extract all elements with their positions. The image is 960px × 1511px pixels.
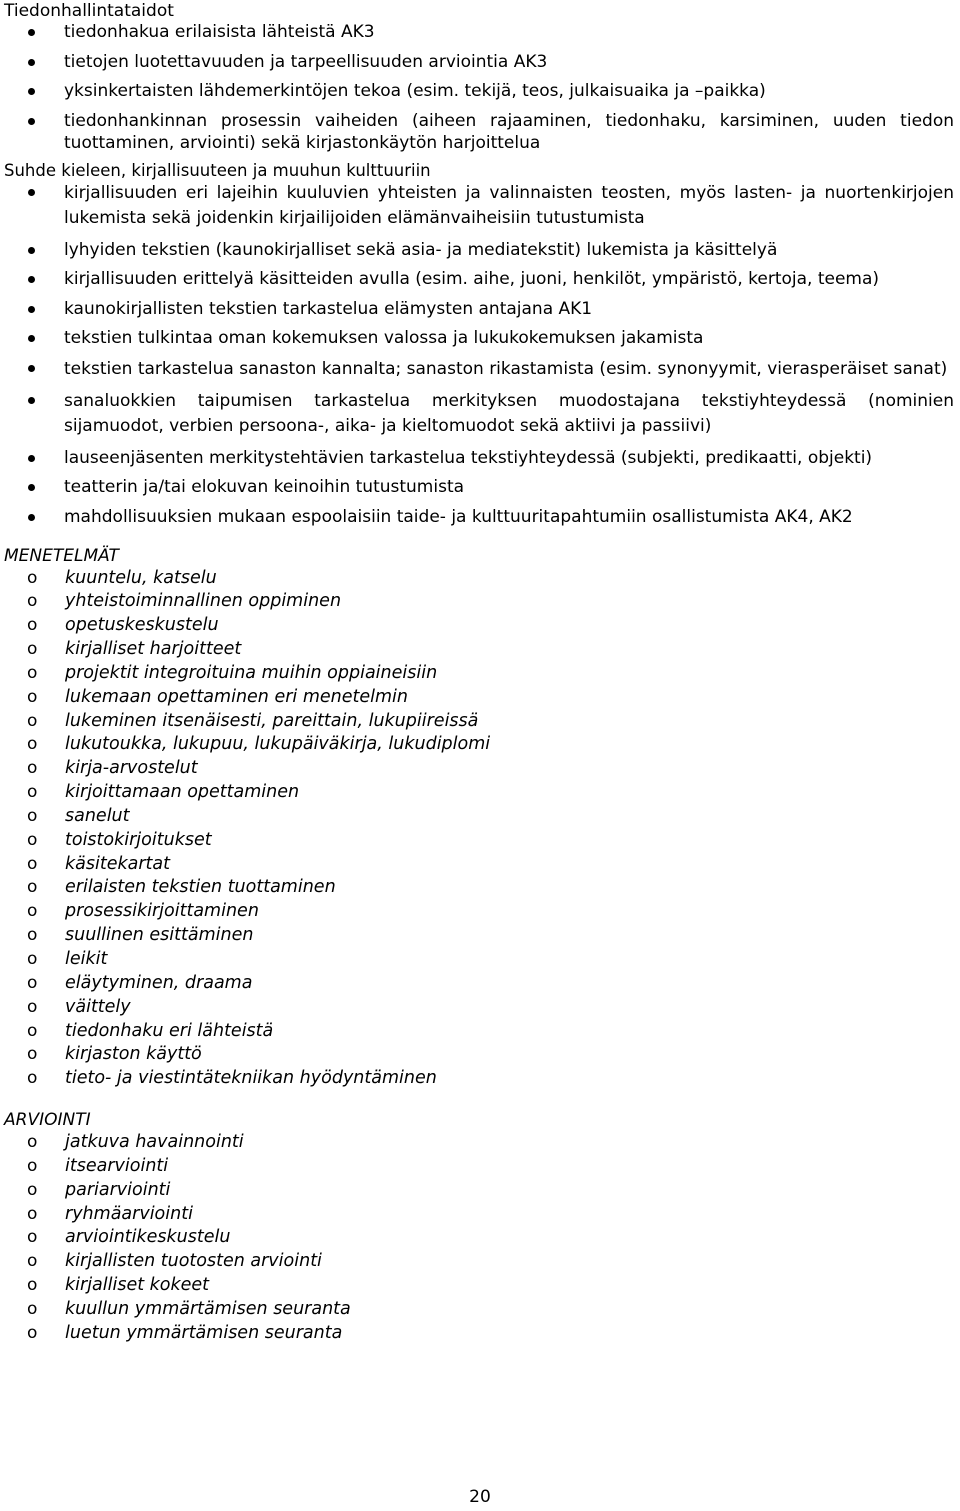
list-item bbox=[4, 733, 954, 757]
list-item-text: väittely bbox=[65, 996, 131, 1017]
list-item bbox=[4, 1043, 954, 1067]
list-item bbox=[4, 239, 954, 261]
list-item-text: tekstien tarkastelua sanaston kannalta; sanaston rikastamista (esim. synonyymit, vierasperäiset sanat) bbox=[64, 358, 948, 379]
list-item-text: kirjalliset harjoitteet bbox=[65, 639, 242, 660]
circle-bullet-icon: o bbox=[27, 567, 38, 588]
list-item bbox=[4, 686, 954, 710]
circle-bullet-icon: o bbox=[27, 615, 38, 636]
list-item-text: itsearviointi bbox=[65, 1155, 169, 1176]
list-item-text: mahdollisuuksien mukaan espoolaisiin taide- ja kulttuuritapahtumiin osallistumista AK4, AK2 bbox=[64, 506, 853, 527]
circle-bullet-icon: o bbox=[27, 853, 38, 874]
list-item bbox=[4, 181, 954, 231]
bullet-icon bbox=[28, 247, 35, 254]
bullet-icon bbox=[28, 118, 35, 125]
circle-bullet-icon: o bbox=[27, 805, 38, 826]
arviointi-list bbox=[4, 1131, 954, 1346]
circle-bullet-icon: o bbox=[27, 1020, 38, 1041]
list-item-text: suullinen esittäminen bbox=[65, 925, 254, 946]
circle-bullet-icon: o bbox=[27, 758, 38, 779]
list-item-text: erilaisten tekstien tuottaminen bbox=[65, 877, 336, 898]
circle-bullet-icon: o bbox=[27, 639, 38, 660]
menetelmat-list bbox=[4, 567, 954, 1092]
circle-bullet-icon: o bbox=[27, 1275, 38, 1296]
list-item-text: kuuntelu, katselu bbox=[65, 567, 217, 588]
circle-bullet-icon: o bbox=[27, 1044, 38, 1065]
list-item-text: pariarviointi bbox=[65, 1179, 171, 1200]
list-item bbox=[4, 638, 954, 662]
bullet-icon bbox=[28, 306, 35, 313]
list-item-text: opetuskeskustelu bbox=[65, 615, 219, 636]
list-item bbox=[4, 1020, 954, 1044]
list-item-text: kirjaston käyttö bbox=[65, 1044, 202, 1065]
bullet-icon bbox=[28, 484, 35, 491]
list-item bbox=[4, 972, 954, 996]
list-item-text: jatkuva havainnointi bbox=[65, 1132, 244, 1153]
circle-bullet-icon: o bbox=[27, 949, 38, 969]
circle-bullet-icon: o bbox=[27, 686, 38, 707]
list-item bbox=[4, 1179, 954, 1203]
circle-bullet-icon: o bbox=[27, 925, 38, 946]
list-item-text: projektit integroituina muihin oppiaineisiin bbox=[65, 662, 438, 683]
section-heading-tiedonhallintataidot: Tiedonhallintataidot bbox=[4, 1, 174, 21]
circle-bullet-icon: o bbox=[27, 662, 38, 683]
list-item bbox=[4, 996, 954, 1020]
list-item-text: tieto- ja viestintätekniikan hyödyntäminen bbox=[65, 1068, 437, 1089]
circle-bullet-icon: o bbox=[27, 996, 38, 1017]
list-item-text: tiedonhakua erilaisista lähteistä AK3 bbox=[64, 22, 375, 42]
list-item-text: kirja-arvostelut bbox=[65, 758, 198, 779]
section-title-arviointi: ARVIOINTI bbox=[4, 1110, 91, 1131]
bullet-icon bbox=[28, 59, 35, 66]
list-item bbox=[4, 662, 954, 686]
list-item bbox=[4, 567, 954, 591]
bullet-icon bbox=[28, 365, 35, 372]
section-heading-suhde-kieleen: Suhde kieleen, kirjallisuuteen ja muuhun kulttuuriin bbox=[4, 161, 431, 180]
circle-bullet-icon: o bbox=[27, 829, 38, 850]
list-item bbox=[4, 21, 954, 43]
list-item-text: kirjallisuuden erittelyä käsitteiden avulla (esim. aihe, juoni, henkilöt, ympäristö, kertoja, teema) bbox=[64, 269, 880, 289]
list-item bbox=[4, 853, 954, 877]
list-item-text: ryhmäarviointi bbox=[65, 1203, 193, 1224]
list-item bbox=[4, 110, 954, 154]
list-item bbox=[4, 268, 954, 290]
circle-bullet-icon: o bbox=[27, 1132, 38, 1153]
circle-bullet-icon: o bbox=[27, 1155, 38, 1176]
list-item bbox=[4, 1250, 954, 1274]
list-item bbox=[4, 781, 954, 805]
list-item-text: leikit bbox=[65, 949, 108, 969]
circle-bullet-icon: o bbox=[27, 1298, 38, 1319]
list-item-text: lauseenjäsenten merkitystehtävien tarkastelua tekstiyhteydessä (subjekti, predikaatti, objekti) bbox=[64, 447, 873, 468]
bullet-icon bbox=[28, 335, 35, 342]
list-item bbox=[4, 51, 954, 73]
list-item bbox=[4, 1203, 954, 1227]
list-item bbox=[4, 506, 954, 528]
circle-bullet-icon: o bbox=[27, 1251, 38, 1272]
list-item-text: toistokirjoitukset bbox=[65, 829, 212, 850]
list-item bbox=[4, 1226, 954, 1250]
circle-bullet-icon: o bbox=[27, 734, 38, 755]
list-item bbox=[4, 876, 954, 900]
page-number: 20 bbox=[469, 1487, 491, 1507]
list-item-text: tekstien tulkintaa oman kokemuksen valossa ja lukukokemuksen jakamista bbox=[64, 328, 704, 348]
bullet-icon bbox=[28, 189, 35, 196]
list-item-text: kuullun ymmärtämisen seuranta bbox=[65, 1298, 351, 1319]
bullet-icon bbox=[28, 276, 35, 283]
circle-bullet-icon: o bbox=[27, 1322, 38, 1343]
list-item-text: tiedonhankinnan prosessin vaiheiden (aiheen rajaaminen, tiedonhaku, karsiminen, uuden tiedon tuottaminen, arviointi) sekä kirjastonkäytön harjoittelua bbox=[64, 110, 954, 153]
list-item-text: eläytyminen, draama bbox=[65, 972, 253, 993]
list-item bbox=[4, 614, 954, 638]
list-item-text: arviointikeskustelu bbox=[65, 1227, 231, 1248]
list-item-text: yksinkertaisten lähdemerkintöjen tekoa (esim. tekijä, teos, julkaisuaika ja –paikka) bbox=[64, 81, 766, 101]
list-item-text: prosessikirjoittaminen bbox=[65, 901, 259, 922]
list-item bbox=[4, 924, 954, 948]
circle-bullet-icon: o bbox=[27, 1203, 38, 1224]
tiedonhallintataidot-list bbox=[4, 21, 954, 154]
list-item-text: tiedonhaku eri lähteistä bbox=[65, 1020, 274, 1041]
list-item bbox=[4, 389, 954, 439]
list-item-text: kirjalliset kokeet bbox=[65, 1275, 210, 1296]
list-item-text: kirjoittamaan opettaminen bbox=[65, 782, 300, 803]
list-item bbox=[4, 327, 954, 349]
bullet-icon bbox=[28, 397, 35, 404]
suhde-kieleen-list bbox=[4, 181, 954, 528]
list-item bbox=[4, 710, 954, 734]
section-title-menetelmat: MENETELMÄT bbox=[4, 545, 119, 566]
list-item-text: kirjallisten tuotosten arviointi bbox=[65, 1251, 322, 1272]
list-item bbox=[4, 900, 954, 924]
list-item bbox=[4, 1274, 954, 1298]
list-item bbox=[4, 590, 954, 614]
list-item bbox=[4, 829, 954, 853]
list-item bbox=[4, 948, 954, 972]
list-item bbox=[4, 447, 954, 469]
list-item bbox=[4, 1067, 954, 1091]
list-item-text: luetun ymmärtämisen seuranta bbox=[65, 1322, 343, 1343]
list-item-text: sanelut bbox=[65, 805, 130, 826]
circle-bullet-icon: o bbox=[27, 782, 38, 803]
circle-bullet-icon: o bbox=[27, 972, 38, 993]
list-item bbox=[4, 805, 954, 829]
list-item-text: lukeminen itsenäisesti, pareittain, lukupiireissä bbox=[65, 710, 479, 731]
list-item-text: lukutoukka, lukupuu, lukupäiväkirja, lukudiplomi bbox=[65, 734, 491, 755]
list-item bbox=[4, 757, 954, 781]
list-item-text: lyhyiden tekstien (kaunokirjalliset sekä asia- ja mediatekstit) lukemista ja käsittelyä bbox=[64, 239, 778, 260]
list-item bbox=[4, 357, 954, 382]
bullet-icon bbox=[28, 455, 35, 462]
circle-bullet-icon: o bbox=[27, 591, 38, 612]
list-item-text: sanaluokkien taipumisen tarkastelua merkityksen muodostajana tekstiyhteydessä (nominien sijamuodot, verbien persoona-, aika- ja kieltomuodot sekä aktiivi ja passiivi) bbox=[64, 391, 954, 436]
circle-bullet-icon: o bbox=[27, 1068, 38, 1089]
list-item bbox=[4, 1155, 954, 1179]
list-item-text: kirjallisuuden eri lajeihin kuuluvien yhteisten ja valinnaisten teosten, myös lasten- ja nuortenkirjojen lukemista sekä joidenkin kirjailijoiden elämänvaiheisiin tutustumista bbox=[64, 183, 954, 228]
circle-bullet-icon: o bbox=[27, 1179, 38, 1200]
list-item bbox=[4, 298, 954, 320]
list-item-text: tietojen luotettavuuden ja tarpeellisuuden arviointia AK3 bbox=[64, 51, 548, 72]
circle-bullet-icon: o bbox=[27, 901, 38, 922]
list-item bbox=[4, 80, 954, 102]
list-item-text: käsitekartat bbox=[65, 853, 170, 874]
list-item-text: kaunokirjallisten tekstien tarkastelua elämysten antajana AK1 bbox=[64, 298, 593, 319]
circle-bullet-icon: o bbox=[27, 877, 38, 898]
list-item bbox=[4, 1322, 954, 1346]
bullet-icon bbox=[28, 88, 35, 95]
circle-bullet-icon: o bbox=[27, 1227, 38, 1248]
bullet-icon bbox=[28, 29, 35, 36]
list-item bbox=[4, 1131, 954, 1155]
list-item-text: lukemaan opettaminen eri menetelmin bbox=[65, 686, 409, 707]
list-item-text: teatterin ja/tai elokuvan keinoihin tutustumista bbox=[64, 477, 465, 497]
list-item bbox=[4, 476, 954, 498]
list-item bbox=[4, 1298, 954, 1322]
circle-bullet-icon: o bbox=[27, 710, 38, 731]
list-item-text: yhteistoiminnallinen oppiminen bbox=[65, 591, 342, 612]
bullet-icon bbox=[28, 514, 35, 521]
